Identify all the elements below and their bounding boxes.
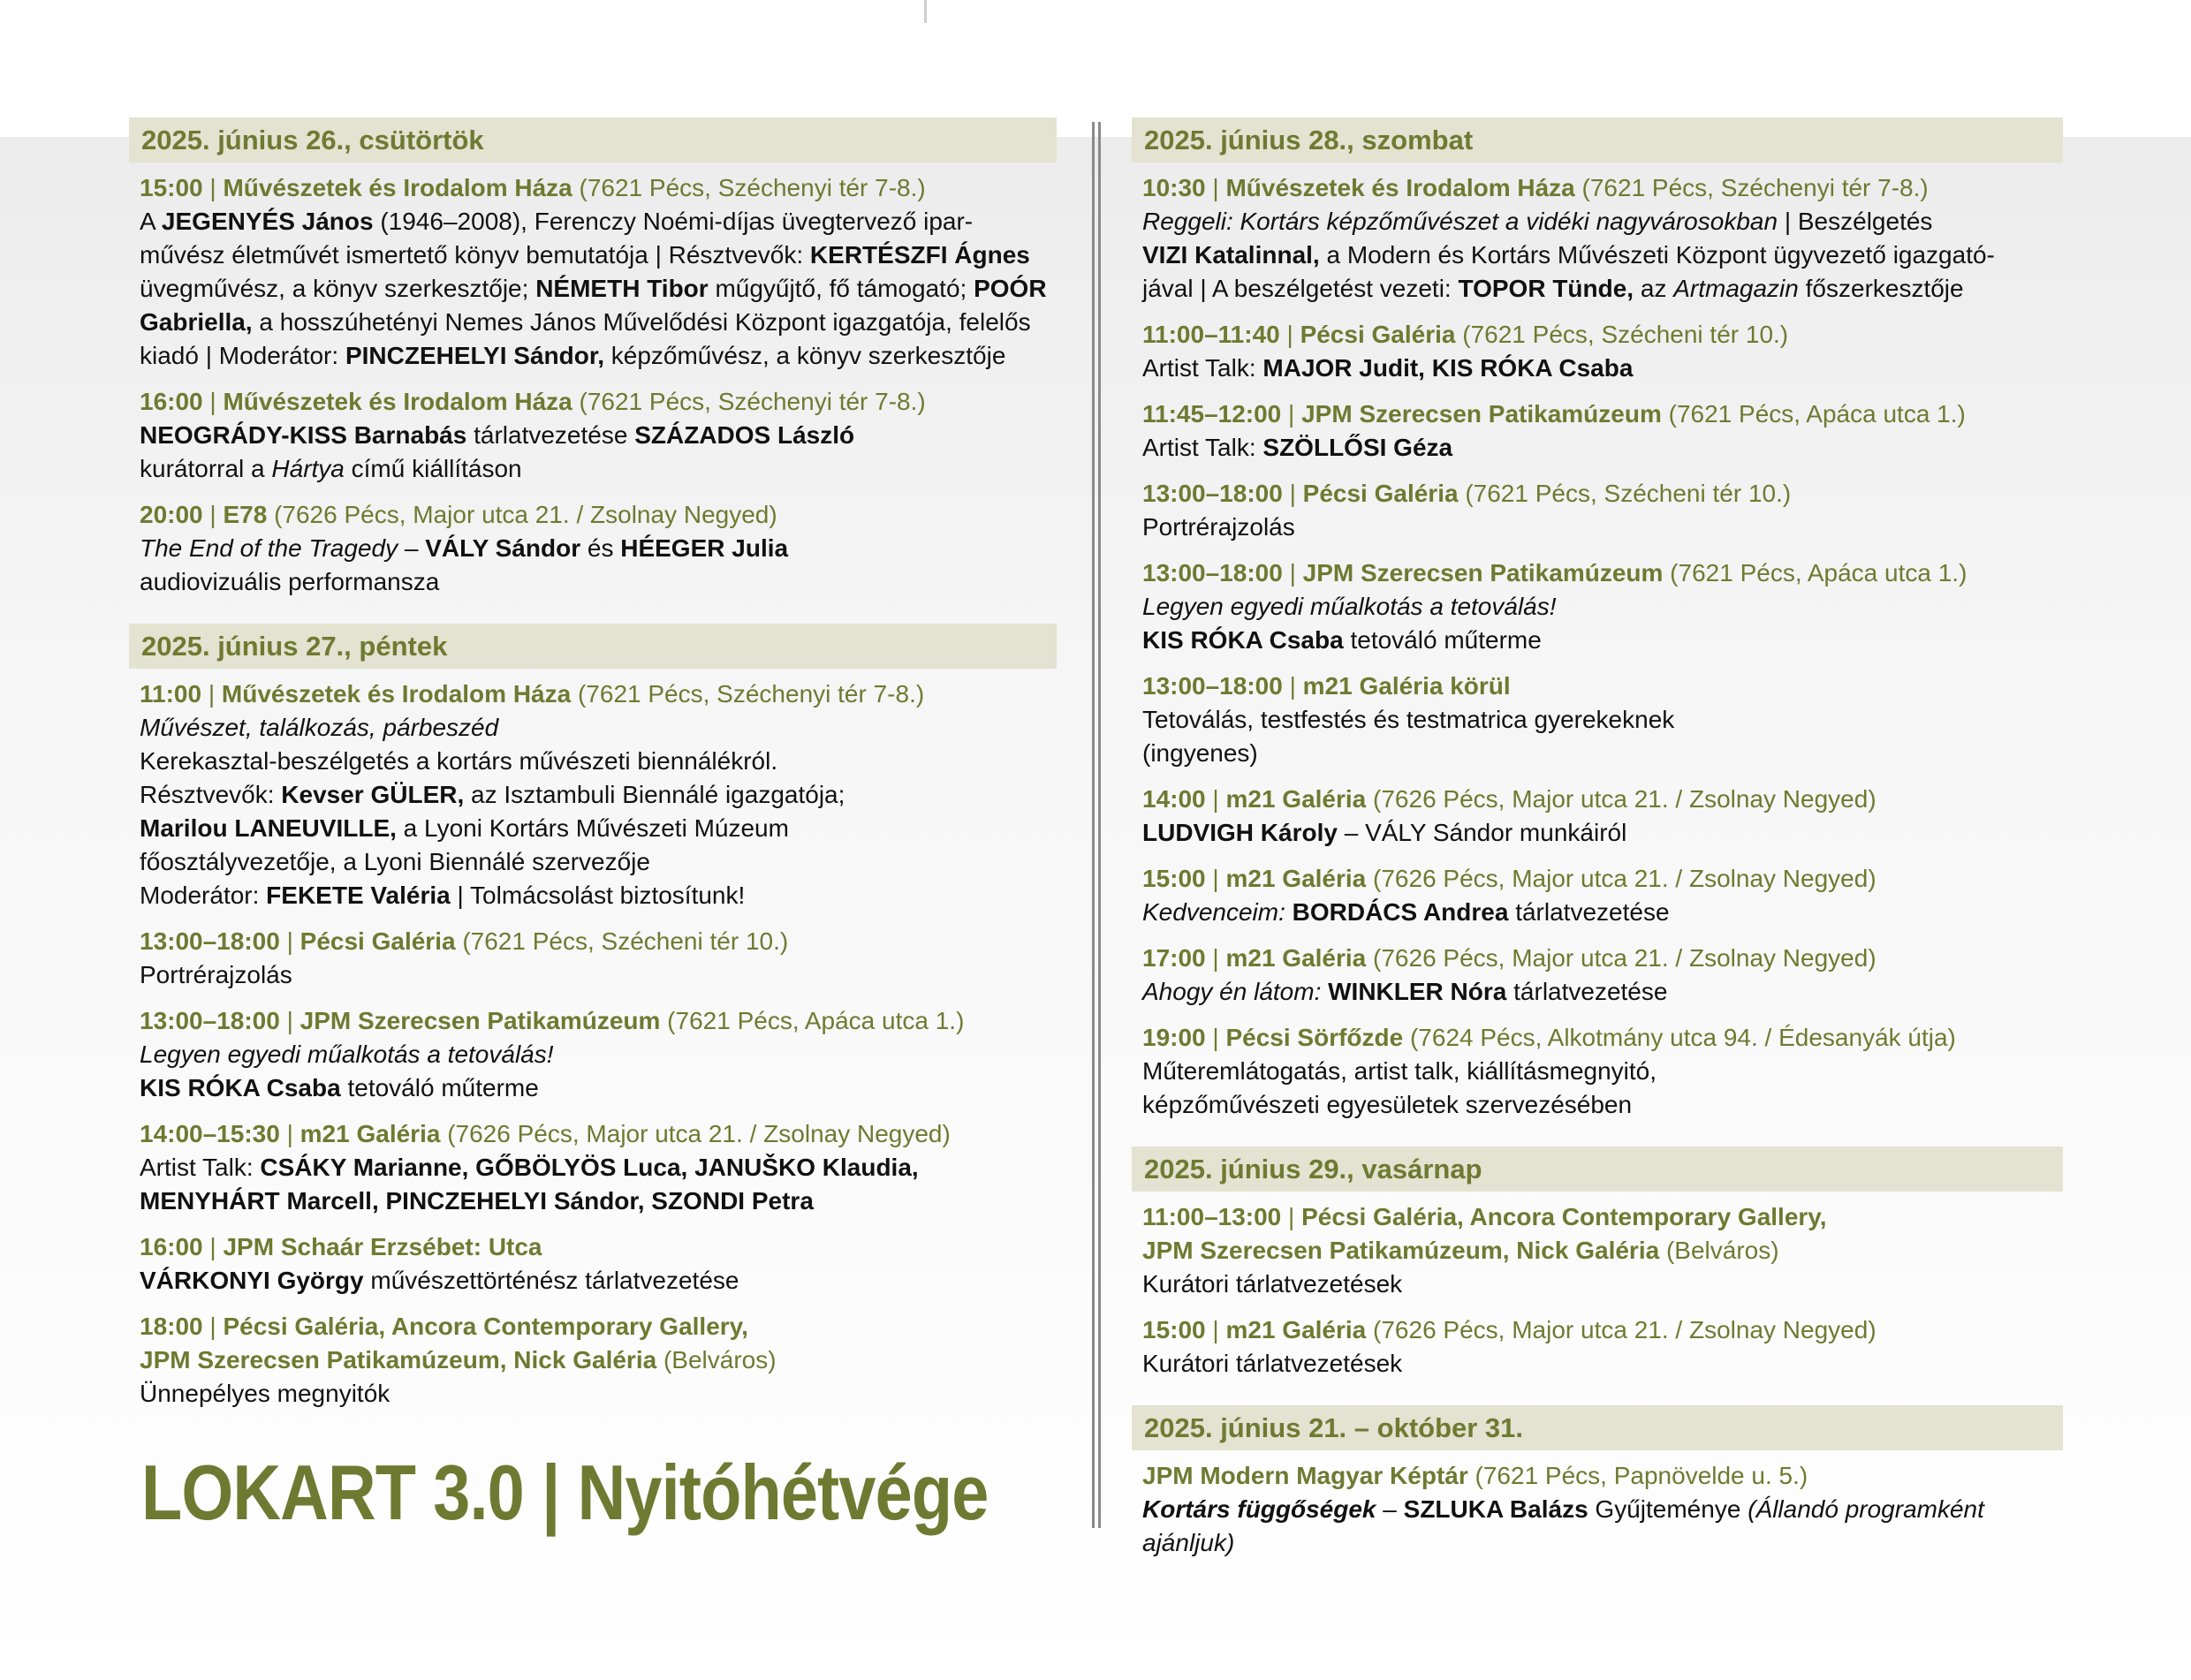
event-heading	[1142, 556, 2052, 590]
event-address: (7626 Pécs, Major utca 21. / Zsolnay Negyed)	[440, 1120, 951, 1147]
event-item	[1142, 783, 2052, 850]
event-time: 13:00–18:00	[140, 927, 280, 955]
text-segment: tárlatvezetése	[466, 421, 635, 449]
event-time: 10:30	[1142, 174, 1206, 201]
event-separator: |	[1281, 1203, 1302, 1230]
text-segment: és	[580, 534, 621, 562]
event-address: (7626 Pécs, Major utca 21. / Zsolnay Negyed)	[267, 501, 777, 528]
event-separator: |	[1282, 559, 1303, 586]
text-segment: képzőművész, a könyv szerkesztője	[603, 342, 1006, 369]
event-separator: |	[1205, 1316, 1226, 1343]
event-time: 11:45–12:00	[1142, 400, 1282, 428]
event-venue: JPM Szerecsen Patikamúzeum, Nick Galéria	[140, 1346, 657, 1374]
event-description-line	[1142, 624, 2052, 657]
event-separator: |	[1205, 174, 1226, 201]
event-time: 15:00	[1142, 1316, 1206, 1343]
event-venue: m21 Galéria	[299, 1120, 441, 1147]
event-separator: |	[1205, 944, 1226, 972]
text-segment: The End of the Tragedy	[140, 534, 398, 562]
event-heading	[1142, 783, 2052, 816]
text-segment: SZÁZADOS László	[634, 421, 855, 449]
right-column	[1132, 117, 2063, 1585]
day-header: 2025. június 27., péntek	[129, 624, 1057, 669]
event-venue: Művészetek és Irodalom Háza	[221, 680, 572, 708]
event-heading	[140, 1230, 1046, 1264]
event-separator: |	[279, 1007, 300, 1034]
event-item	[140, 925, 1046, 992]
event-heading-cont	[1142, 1234, 2052, 1268]
event-heading	[1142, 171, 2052, 205]
event-heading	[1142, 670, 2052, 703]
event-venue: m21 Galéria	[1225, 944, 1367, 972]
text-segment: képzőművészeti egyesületek szervezésében	[1142, 1091, 1633, 1118]
event-description-line	[140, 272, 1046, 306]
event-description-line	[140, 879, 1046, 912]
event-address: (7621 Pécs, Szécheni tér 10.)	[455, 927, 789, 955]
fold-mark	[924, 0, 927, 23]
text-segment: – VÁLY Sándor munkáiról	[1337, 819, 1627, 846]
event-separator: |	[202, 501, 224, 528]
text-segment: LUDVIGH Károly	[1142, 819, 1338, 846]
event-separator: |	[1281, 400, 1302, 428]
event-time: 17:00	[1142, 944, 1206, 972]
event-heading	[140, 1004, 1046, 1038]
day-events	[1132, 1450, 2063, 1585]
event-description-line	[1142, 1347, 2052, 1381]
event-time: 14:00–15:30	[140, 1120, 280, 1147]
event-description-line	[140, 711, 1046, 745]
text-segment: | Beszélgetés	[1778, 208, 1933, 235]
text-segment: KIS RÓKA Csaba	[1142, 626, 1344, 654]
text-segment: Tetoválás, testfestés és testmatrica gyerekeknek	[1142, 706, 1675, 733]
event-separator: |	[202, 1313, 224, 1340]
text-segment: VÁLY Sándor	[425, 534, 581, 562]
event-item	[1142, 1459, 2052, 1560]
day-events	[1132, 163, 2063, 1146]
text-segment: Résztvevők:	[140, 781, 282, 808]
event-address: (7626 Pécs, Major utca 21. / Zsolnay Negyed)	[1366, 785, 1876, 813]
event-description-line	[1142, 1493, 2052, 1526]
text-segment: üvegművész, a könyv szerkesztője;	[140, 275, 536, 302]
event-venue: m21 Galéria körül	[1302, 672, 1511, 700]
text-segment: A	[140, 208, 162, 235]
text-segment: (ingyenes)	[1142, 739, 1258, 767]
event-address: (7621 Pécs, Széchenyi tér 7-8.)	[571, 680, 925, 708]
text-segment: tárlatvezetése	[1508, 898, 1670, 926]
event-address: (7621 Pécs, Szécheni tér 10.)	[1458, 480, 1792, 507]
text-segment: Portrérajzolás	[1142, 513, 1295, 541]
text-segment: Kortárs függőségek	[1142, 1495, 1376, 1523]
text-segment: főszerkesztője	[1798, 275, 1964, 302]
text-segment: Műteremlátogatás, artist talk, kiállításmegnyitó,	[1142, 1057, 1657, 1085]
event-time: 13:00–18:00	[1142, 480, 1283, 507]
event-item	[1142, 1200, 2052, 1301]
event-item	[140, 385, 1046, 486]
text-segment: Gyűjteménye	[1588, 1495, 1748, 1523]
text-segment: a Lyoni Kortárs Művészeti Múzeum	[396, 814, 789, 842]
text-segment: WINKLER Nóra	[1328, 978, 1507, 1005]
day-events	[129, 669, 1057, 1435]
text-segment: POÓR	[974, 275, 1047, 302]
event-venue: Pécsi Galéria, Ancora Contemporary Gallery,	[1301, 1203, 1827, 1230]
event-venue: JPM Modern Magyar Képtár	[1142, 1462, 1468, 1489]
event-heading	[1142, 942, 2052, 975]
page-title: LOKART 3.0 | Nyitóhétvége	[141, 1449, 989, 1536]
text-segment: audiovizuális performansza	[140, 568, 440, 595]
event-description-line	[140, 1264, 1046, 1298]
event-item	[140, 677, 1046, 912]
text-segment: Hártya	[271, 455, 345, 482]
text-segment: –	[398, 534, 426, 562]
event-description-line	[140, 339, 1046, 373]
text-segment: PINCZEHELYI Sándor,	[345, 342, 604, 369]
event-time: 14:00	[1142, 785, 1206, 813]
text-segment: Ahogy én látom:	[1142, 978, 1329, 1005]
event-address: (Belváros)	[656, 1346, 777, 1374]
event-venue: JPM Szerecsen Patikamúzeum, Nick Galéria	[1142, 1237, 1660, 1264]
event-separator: |	[1205, 785, 1226, 813]
text-segment: tárlatvezetése	[1506, 978, 1668, 1005]
text-segment: CSÁKY Marianne, GŐBÖLYÖS Luca, JANUŠKO Klaudia,	[260, 1154, 919, 1181]
event-address: (Belváros)	[1659, 1237, 1779, 1264]
event-description-line	[140, 1038, 1046, 1071]
event-heading	[140, 498, 1046, 532]
event-description-line	[1142, 352, 2052, 385]
event-item	[140, 498, 1046, 599]
event-separator: |	[1282, 480, 1303, 507]
event-description-line	[140, 205, 1046, 238]
text-segment: művészettörténész tárlatvezetése	[363, 1267, 739, 1294]
text-segment: VIZI Katalinnal,	[1142, 241, 1320, 269]
text-segment: HÉEGER Julia	[620, 534, 789, 562]
event-time: 20:00	[140, 501, 203, 528]
text-segment: tetováló műterme	[1343, 626, 1542, 654]
text-segment: BORDÁCS Andrea	[1292, 898, 1509, 926]
event-time: 11:00–11:40	[1142, 321, 1280, 348]
event-time: 16:00	[140, 1233, 203, 1260]
event-heading	[140, 385, 1046, 419]
event-item	[1142, 670, 2052, 770]
event-venue: Pécsi Sörfőzde	[1225, 1024, 1404, 1051]
text-segment: SZÖLLŐSI Géza	[1262, 434, 1453, 461]
event-time: 19:00	[1142, 1024, 1206, 1051]
text-segment: Reggeli: Kortárs képzőművészet a vidéki nagyvárosokban	[1142, 208, 1778, 235]
text-segment: főosztályvezetője, a Lyoni Biennálé szervezője	[140, 848, 650, 875]
event-separator: |	[202, 174, 224, 201]
event-venue: Pécsi Galéria	[1302, 480, 1459, 507]
text-segment: KIS RÓKA Csaba	[140, 1074, 341, 1101]
event-heading	[1142, 397, 2052, 431]
text-segment: NEOGRÁDY-KISS Barnabás	[140, 421, 467, 449]
text-segment: Kurátori tárlatvezetések	[1142, 1270, 1403, 1298]
text-segment: Kerekasztal-beszélgetés a kortárs művészeti biennálékról.	[140, 747, 778, 775]
event-item	[140, 1004, 1046, 1105]
event-venue: Pécsi Galéria, Ancora Contemporary Gallery,	[223, 1313, 748, 1340]
event-venue: JPM Szerecsen Patikamúzeum	[1301, 400, 1662, 428]
event-heading	[140, 171, 1046, 205]
event-description-line	[1142, 431, 2052, 465]
text-segment: Ünnepélyes megnyitók	[140, 1380, 390, 1407]
event-heading	[1142, 477, 2052, 511]
text-segment: Marilou LANEUVILLE,	[140, 814, 397, 842]
event-venue: JPM Szerecsen Patikamúzeum	[1302, 559, 1664, 586]
event-address: (7621 Pécs, Széchenyi tér 7-8.)	[572, 174, 926, 201]
text-segment: (1946–2008), Ferenczy Noémi-díjas üvegtervező ipar-	[373, 208, 974, 235]
event-address: (7621 Pécs, Apáca utca 1.)	[1663, 559, 1967, 586]
text-segment: NÉMETH Tibor	[535, 275, 709, 302]
event-heading	[1142, 1200, 2052, 1234]
event-address: (7621 Pécs, Szécheni tér 10.)	[1455, 321, 1789, 348]
event-description-line	[140, 958, 1046, 992]
event-item	[140, 171, 1046, 373]
text-segment: Artist Talk:	[1142, 434, 1263, 461]
event-heading	[140, 677, 1046, 711]
event-venue: Művészetek és Irodalom Háza	[1225, 174, 1575, 201]
text-segment: Kedvenceim:	[1142, 898, 1293, 926]
event-venue: Pécsi Galéria	[1300, 321, 1456, 348]
text-segment: tetováló műterme	[340, 1074, 539, 1101]
event-description-line	[1142, 205, 2052, 238]
text-segment: a Modern és Kortárs Művészeti Központ ügyvezető igazgató-	[1319, 241, 1995, 269]
text-segment: a hosszúhetényi Nemes János Művelődési Központ igazgatója, felelős	[252, 308, 1031, 336]
event-heading	[140, 1117, 1046, 1151]
day-header: 2025. június 21. – október 31.	[1132, 1405, 2063, 1450]
event-description-line	[140, 306, 1046, 339]
event-description-line	[140, 419, 1046, 452]
event-description-line	[1142, 896, 2052, 929]
event-description-line	[1142, 590, 2052, 624]
event-description-line	[1142, 975, 2052, 1009]
text-segment: művész életművét ismertető könyv bemutatója | Résztvevők:	[140, 241, 810, 269]
event-venue: Művészetek és Irodalom Háza	[223, 388, 572, 415]
text-segment: MENYHÁRT Marcell, PINCZEHELYI Sándor, SZONDI Petra	[140, 1187, 814, 1215]
event-item	[1142, 1021, 2052, 1122]
event-description-line	[1142, 703, 2052, 737]
text-segment: VÁRKONYI György	[140, 1267, 364, 1294]
text-segment: kurátorral a	[140, 455, 272, 482]
event-item	[1142, 1313, 2052, 1381]
text-segment: MAJOR Judit, KIS RÓKA Csaba	[1262, 354, 1634, 382]
text-segment: Kevser GÜLER,	[281, 781, 465, 808]
event-description-line	[1142, 1268, 2052, 1301]
event-venue: Pécsi Galéria	[299, 927, 456, 955]
event-heading	[1142, 1459, 2052, 1493]
text-segment: Gabriella,	[140, 308, 253, 336]
event-separator: |	[201, 680, 222, 708]
event-venue: m21 Galéria	[1225, 865, 1367, 892]
event-description-line	[140, 1071, 1046, 1105]
event-time: 15:00	[1142, 865, 1206, 892]
event-description-line	[140, 565, 1046, 599]
event-heading-cont	[140, 1343, 1046, 1377]
event-item	[140, 1310, 1046, 1411]
column-divider	[1092, 122, 1101, 1528]
event-description-line	[140, 1184, 1046, 1218]
event-separator: |	[202, 388, 224, 415]
text-segment: Artist Talk:	[140, 1154, 261, 1181]
text-segment: TOPOR Tünde,	[1458, 275, 1634, 302]
event-description-line	[140, 452, 1046, 486]
event-heading	[1142, 1313, 2052, 1347]
event-description-line	[1142, 272, 2052, 306]
event-separator: |	[1279, 321, 1300, 348]
text-segment: (Állandó programként	[1747, 1495, 1984, 1523]
text-segment: JEGENYÉS János	[161, 208, 374, 235]
event-time: 13:00–18:00	[1142, 672, 1283, 700]
event-item	[1142, 556, 2052, 657]
event-time: 13:00–18:00	[1142, 559, 1283, 586]
day-header: 2025. június 28., szombat	[1132, 117, 2063, 163]
text-segment: Moderátor:	[140, 882, 267, 909]
text-segment: Legyen egyedi műalkotás a tetoválás!	[1142, 593, 1557, 620]
text-segment: Artist Talk:	[1142, 354, 1263, 382]
day-header: 2025. június 26., csütörtök	[129, 117, 1057, 163]
day-events	[1132, 1192, 2063, 1405]
event-item	[1142, 477, 2052, 544]
day-header: 2025. június 29., vasárnap	[1132, 1146, 2063, 1192]
text-segment: című kiállításon	[344, 455, 522, 482]
event-description-line	[1142, 238, 2052, 272]
text-segment: | Tolmácsolást biztosítunk!	[450, 882, 746, 909]
event-item	[1142, 397, 2052, 465]
event-item	[140, 1117, 1046, 1218]
event-description-line	[140, 238, 1046, 272]
text-segment: Kurátori tárlatvezetések	[1142, 1350, 1403, 1377]
event-time: 18:00	[140, 1313, 203, 1340]
event-address: (7626 Pécs, Major utca 21. / Zsolnay Negyed)	[1366, 865, 1876, 892]
event-description-line	[140, 532, 1046, 565]
event-address: (7621 Pécs, Apáca utca 1.)	[1661, 400, 1966, 428]
event-description-line	[140, 1377, 1046, 1411]
event-heading	[140, 1310, 1046, 1343]
text-segment: kiadó | Moderátor:	[140, 342, 345, 369]
event-time: 16:00	[140, 388, 203, 415]
event-item	[1142, 171, 2052, 306]
event-venue: m21 Galéria	[1225, 1316, 1367, 1343]
event-item	[1142, 942, 2052, 1009]
event-separator: |	[1282, 672, 1303, 700]
event-heading	[1142, 1021, 2052, 1055]
event-separator: |	[202, 1233, 224, 1260]
event-address: (7626 Pécs, Major utca 21. / Zsolnay Negyed)	[1366, 1316, 1876, 1343]
text-segment: az Isztambuli Biennálé igazgatója;	[464, 781, 845, 808]
event-address: (7626 Pécs, Major utca 21. / Zsolnay Negyed)	[1366, 944, 1876, 972]
event-description-line	[1142, 737, 2052, 770]
text-segment: az	[1634, 275, 1674, 302]
text-segment: –	[1376, 1495, 1404, 1523]
text-segment: jával | A beszélgetést vezeti:	[1142, 275, 1459, 302]
event-venue: JPM Schaár Erzsébet: Utca	[223, 1233, 542, 1260]
event-heading	[140, 925, 1046, 958]
text-segment: FEKETE Valéria	[266, 882, 451, 909]
text-segment: Legyen egyedi műalkotás a tetoválás!	[140, 1041, 554, 1068]
event-venue: Művészetek és Irodalom Háza	[223, 174, 572, 201]
event-item	[1142, 862, 2052, 929]
event-separator: |	[1205, 1024, 1226, 1051]
event-address: (7621 Pécs, Apáca utca 1.)	[660, 1007, 965, 1034]
event-venue: m21 Galéria	[1225, 785, 1367, 813]
event-time: 13:00–18:00	[140, 1007, 280, 1034]
event-venue: E78	[223, 501, 268, 528]
event-separator: |	[279, 1120, 300, 1147]
event-description-line	[140, 812, 1046, 845]
event-description-line	[1142, 816, 2052, 850]
event-item	[140, 1230, 1046, 1298]
event-time: 15:00	[140, 174, 203, 201]
event-address: (7621 Pécs, Papnövelde u. 5.)	[1467, 1462, 1808, 1489]
event-description-line	[1142, 1088, 2052, 1122]
event-description-line	[140, 778, 1046, 812]
event-separator: |	[279, 927, 300, 955]
event-address: (7621 Pécs, Széchenyi tér 7-8.)	[572, 388, 926, 415]
event-description-line	[1142, 511, 2052, 544]
text-segment: műgyűjtő, fő támogató;	[708, 275, 974, 302]
event-description-line	[140, 745, 1046, 778]
event-address: (7624 Pécs, Alkotmány utca 94. / Édesanyák útja)	[1403, 1024, 1956, 1051]
event-time: 11:00	[140, 680, 202, 708]
text-segment: ajánljuk)	[1142, 1529, 1235, 1556]
event-description-line	[1142, 1526, 2052, 1560]
event-description-line	[140, 845, 1046, 879]
event-separator: |	[1205, 865, 1226, 892]
event-heading	[1142, 318, 2052, 352]
text-segment: Művészet, találkozás, párbeszéd	[140, 714, 499, 741]
text-segment: Portrérajzolás	[140, 961, 292, 988]
day-events	[129, 163, 1057, 624]
event-description-line	[1142, 1055, 2052, 1088]
left-column	[129, 117, 1057, 1435]
event-description-line	[140, 1151, 1046, 1184]
event-time: 11:00–13:00	[1142, 1203, 1282, 1230]
event-heading	[1142, 862, 2052, 896]
event-address: (7621 Pécs, Széchenyi tér 7-8.)	[1574, 174, 1929, 201]
text-segment: KERTÉSZFI Ágnes	[809, 241, 1030, 269]
event-item	[1142, 318, 2052, 385]
text-segment: SZLUKA Balázs	[1403, 1495, 1588, 1523]
text-segment: Artmagazin	[1673, 275, 1799, 302]
event-venue: JPM Szerecsen Patikamúzeum	[299, 1007, 661, 1034]
